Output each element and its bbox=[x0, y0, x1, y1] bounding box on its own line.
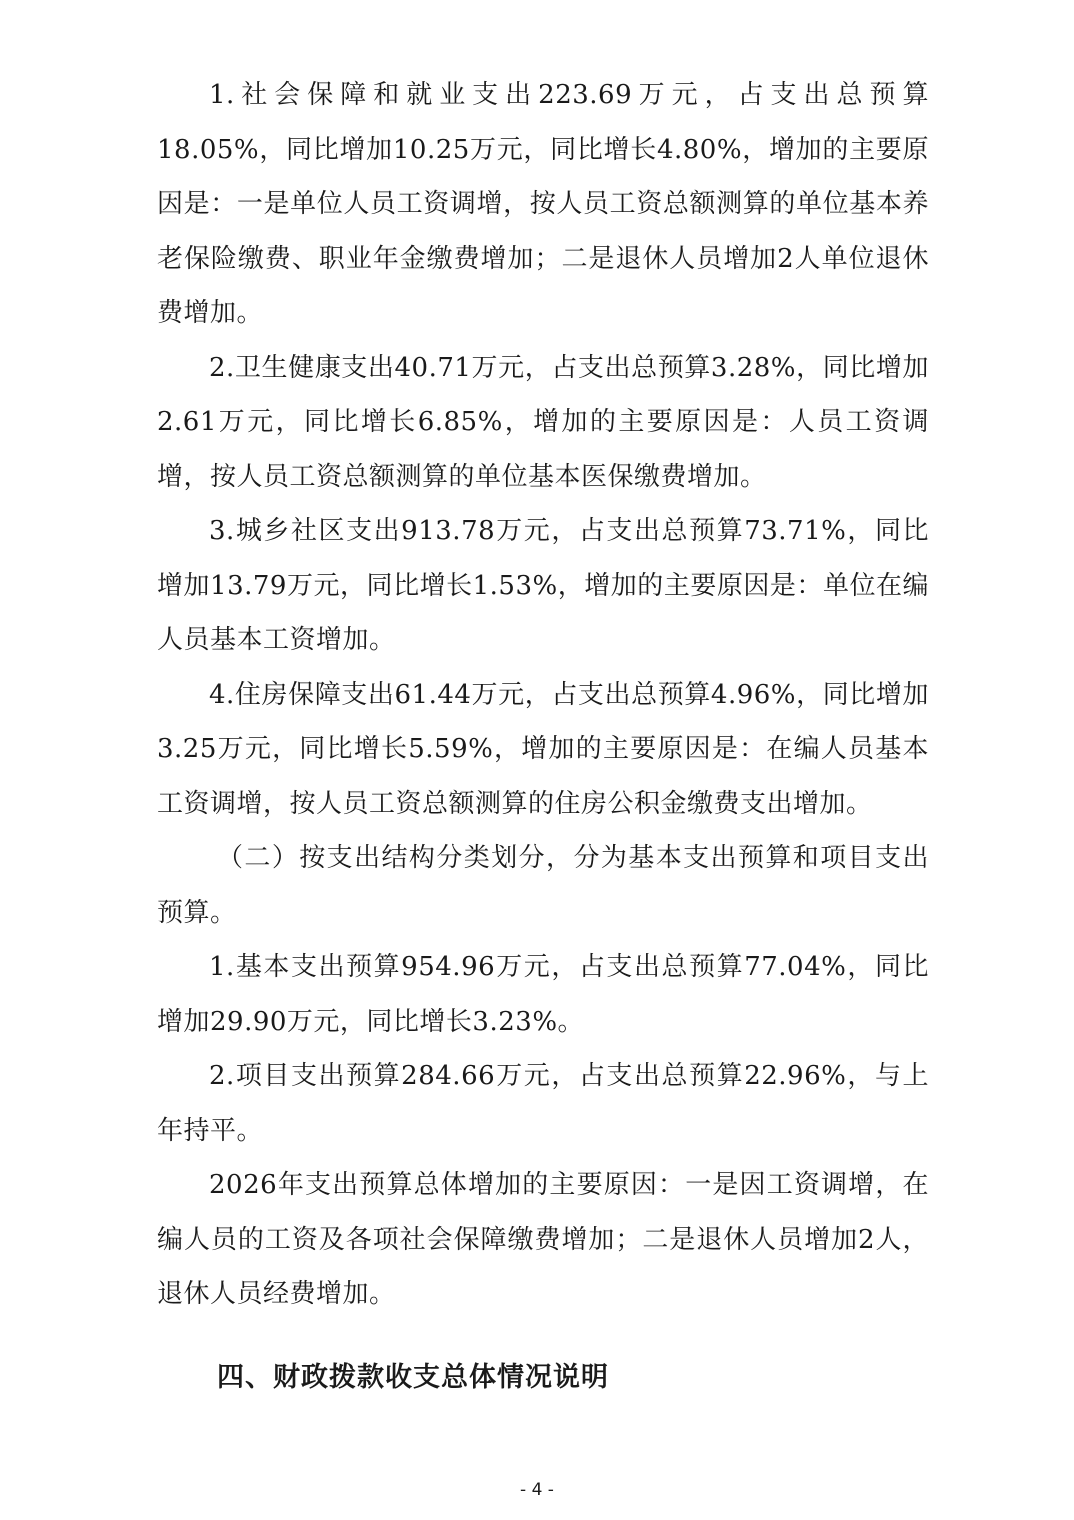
paragraph-overall-reason: 2026年支出预算总体增加的主要原因：一是因工资调增，在编人员的工资及各项社会保障缴费增加；二是退休人员增加2人，退休人员经费增加。 bbox=[157, 1170, 929, 1309]
document-body bbox=[157, 68, 929, 1398]
paragraph-urban-rural: 3.城乡社区支出913.78万元，占支出总预算73.71%，同比增加13.79万元，同比增长1.53%，增加的主要原因是：单位在编人员基本工资增加。 bbox=[157, 516, 929, 655]
paragraph-health: 2.卫生健康支出40.71万元，占支出总预算3.28%，同比增加2.61万元，同比增长6.85%，增加的主要原因是：人员工资调增，按人员工资总额测算的单位基本医保缴费增加。 bbox=[157, 352, 929, 492]
section-heading: 四、财政拨款收支总体情况说明 bbox=[217, 1361, 609, 1393]
paragraph-project-expenditure: 2.项目支出预算284.66万元，占支出总预算22.96%，与上年持平。 bbox=[157, 1061, 929, 1146]
paragraph-structure-classification: （二）按支出结构分类划分，分为基本支出预算和项目支出预算。 bbox=[157, 843, 929, 928]
paragraph-social-security: 1.社会保障和就业支出223.69万元，占支出总预算18.05%，同比增加10.25万元，同比增长4.80%，增加的主要原因是：一是单位人员工资调增，按人员工资总额测算的单位基本养老保险缴费、职业年金缴费增加；二是退休人员增加2人单位退休费增加。 bbox=[157, 80, 929, 328]
paragraph-basic-expenditure: 1.基本支出预算954.96万元，占支出总预算77.04%，同比增加29.90万元，同比增长3.23%。 bbox=[157, 952, 929, 1037]
page-number: - 4 - bbox=[520, 1480, 554, 1500]
paragraph-housing: 4.住房保障支出61.44万元，占支出总预算4.96%，同比增加3.25万元，同比增长5.59%，增加的主要原因是：在编人员基本工资调增，按人员工资总额测算的住房公积金缴费支出增加。 bbox=[157, 679, 929, 819]
